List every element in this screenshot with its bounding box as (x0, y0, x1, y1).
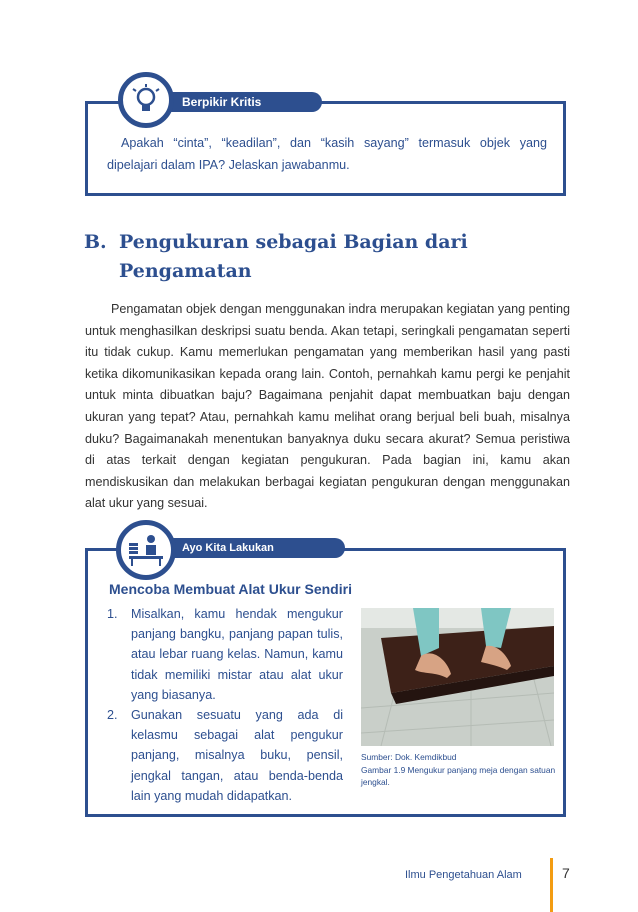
step-text: Gunakan sesuatu yang ada di kelasmu sebagai alat pengukur panjang, misalnya buku, pensil, jengkal tangan, atau benda-benda lain yang mudah didapatkan. (131, 708, 343, 803)
step-text: Misalkan, kamu hendak mengukur panjang bangku, panjang papan tulis, atau lebar ruang kelas. Namun, kamu tidak memiliki mistar atau alat ukur yang biasanya. (131, 607, 343, 702)
section-title: Pengukuran sebagai Bagian dari Pengamatan (119, 231, 468, 282)
book-title-footer: Ilmu Pengetahuan Alam (405, 869, 522, 881)
critical-thinking-label: Berpikir Kritis (182, 95, 262, 109)
activity-label: Ayo Kita Lakukan (182, 542, 274, 554)
step-number: 2. (107, 708, 118, 723)
section-heading (84, 228, 544, 286)
list-item (107, 604, 343, 705)
figure-caption (361, 751, 561, 789)
lightbulb-icon (118, 72, 174, 128)
list-item (107, 705, 343, 806)
activity-steps (107, 604, 343, 806)
student-desk-icon (116, 520, 176, 580)
critical-thinking-tag (150, 92, 322, 112)
caption-source: Sumber: Dok. Kemdikbud (361, 752, 457, 762)
critical-thinking-question: Apakah “cinta”, “keadilan”, dan “kasih sayang” termasuk objek yang dipelajari dalam IPA? Jelaskan jawabanmu. (107, 136, 547, 172)
page-number: 7 (562, 865, 570, 881)
activity-tag (150, 538, 345, 558)
step-number: 1. (107, 607, 118, 621)
section-letter: B. (84, 231, 107, 253)
section-paragraph: Pengamatan objek dengan menggunakan indra merupakan kegiatan yang penting untuk menghasilkan deskripsi suatu benda. Akan tetapi, seringkali pengamatan seperti itu tidak cukup. Kamu memerlukan pengamatan yang memberikan hasil yang pasti ketika dikomunikasikan kepada orang lain. Contoh, pernahkah kamu pergi ke penjahit untuk minta dibuatkan baju? Bagaimana penjahit dapat membuatkan baju dengan ukuran yang tepat? Atau, pernahkah kamu melihat orang berjual beli buah, misalnya duku? Bagaimanakah menentukan banyaknya duku secara akurat? Semua peristiwa di atas terkait dengan kegiatan pengukuran. Pada bagian ini, kamu akan mendiskusikan dan melakukan berbagai kegiatan pengukuran dengan menggunakan alat ukur yang sesuai. (85, 302, 570, 511)
activity-title: Mencoba Membuat Alat Ukur Sendiri (109, 581, 352, 597)
footer-divider (550, 858, 553, 912)
measuring-table-photo (361, 608, 554, 746)
caption-figure: Gambar 1.9 Mengukur panjang meja dengan satuan jengkal. (361, 764, 556, 787)
